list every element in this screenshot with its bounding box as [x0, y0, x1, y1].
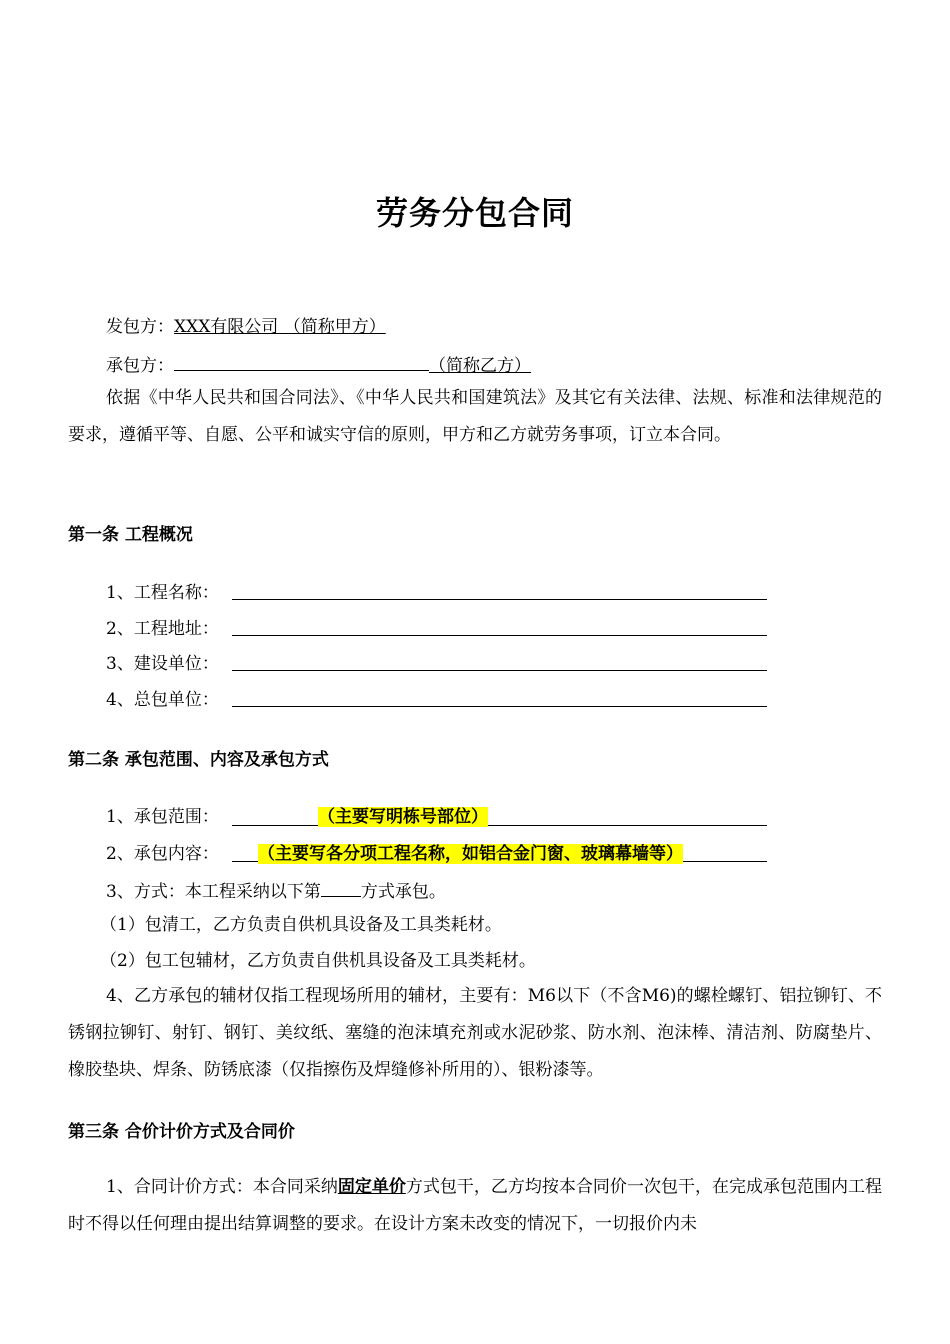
- option2-line: （2）包工包辅材，乙方负责自供机具设备及工具类耗材。: [100, 951, 536, 971]
- content-hint-wrap: [258, 843, 683, 865]
- scope-hint: （主要写明栋号部位）: [318, 807, 488, 827]
- pricing-paragraph: [68, 1169, 882, 1243]
- project-address-label: 2、工程地址：: [106, 619, 219, 639]
- section1-heading: 第一条 工程概况: [68, 525, 193, 545]
- pricing-prefix: 1、合同计价方式：本合同采纳: [106, 1177, 338, 1197]
- issuer-value: XXX有限公司 （简称甲方）: [174, 317, 386, 337]
- issuer-line: [68, 316, 386, 338]
- general-contractor-label: 4、总包单位：: [106, 690, 219, 710]
- method-line: [68, 878, 446, 903]
- contractor-suffix: （简称乙方）: [429, 356, 531, 376]
- contractor-line: [68, 352, 531, 377]
- method-prefix: 3、方式：本工程采纳以下第: [106, 882, 321, 902]
- content-line: [68, 843, 219, 865]
- pricing-emphasis: 固定单价: [337, 1177, 406, 1197]
- content-label: 2、承包内容：: [106, 844, 219, 864]
- builder-label: 3、建设单位：: [106, 654, 219, 674]
- project-address-line: [68, 618, 219, 640]
- pricing-suffix: 方式包干，乙方均按本合同价一次包干，在完成承包范围内工程时不得以任何理由提出结算调整的要求。在设计方案未改变的情况下，一切报价内未: [68, 1177, 882, 1234]
- general-contractor-line: [68, 689, 219, 711]
- contractor-label: 承包方：: [106, 356, 174, 376]
- project-name-blank: [232, 599, 767, 600]
- section2-heading: 第二条 承包范围、内容及承包方式: [68, 750, 329, 770]
- project-address-blank: [232, 635, 767, 636]
- section3-heading: 第三条 合价计价方式及合同价: [68, 1122, 295, 1142]
- builder-line: [68, 653, 219, 675]
- method-blank: [321, 878, 361, 897]
- option1-line: （1）包清工，乙方负责自供机具设备及工具类耗材。: [100, 915, 502, 935]
- issuer-label: 发包方：: [106, 317, 174, 337]
- scope-line: [68, 806, 219, 828]
- scope-label: 1、承包范围：: [106, 807, 219, 827]
- contractor-blank: [174, 352, 429, 371]
- intro-paragraph: 依据《中华人民共和国合同法》、《中华人民共和国建筑法》及其它有关法律、法规、标准和法律规范的要求，遵循平等、自愿、公平和诚实守信的原则，甲方和乙方就劳务事项，订立本合同。: [68, 388, 882, 445]
- document-title: 劳务分包合同: [375, 194, 574, 232]
- scope-blank: [232, 825, 767, 826]
- content-hint: （主要写各分项工程名称，如铝合金门窗、玻璃幕墙等）: [258, 844, 683, 864]
- aux-materials-paragraph: 4、乙方承包的辅材仅指工程现场所用的辅材，主要有：M6以下（不含M6)的螺栓螺钉、铝拉铆钉、不锈钢拉铆钉、射钉、钢钉、美纹纸、塞缝的泡沫填充剂或水泥砂浆、防水剂、泡沫棒、清洁剂、防腐垫片、橡胶垫块、焊条、防锈底漆（仅指擦伤及焊缝修补所用的）、银粉漆等。: [68, 986, 882, 1080]
- project-name-label: 1、工程名称：: [106, 583, 219, 603]
- builder-blank: [232, 670, 767, 671]
- scope-hint-wrap: [318, 806, 488, 828]
- method-suffix: 方式承包。: [360, 882, 446, 902]
- project-name-line: [68, 582, 219, 604]
- general-contractor-blank: [232, 706, 767, 707]
